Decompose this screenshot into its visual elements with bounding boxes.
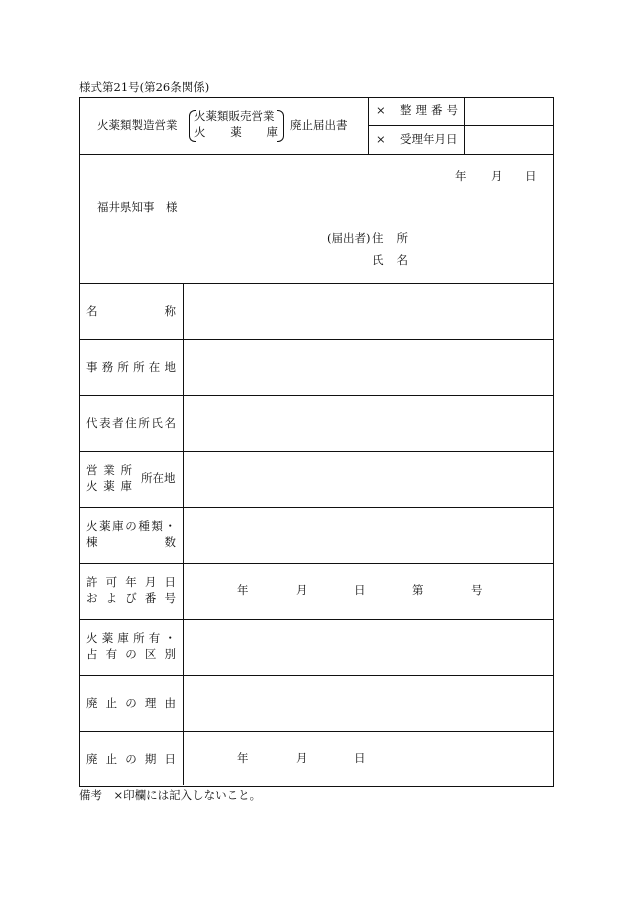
title-left: 火薬類製造営業 bbox=[97, 118, 178, 132]
permit-year: 年 bbox=[237, 583, 249, 597]
value-abolition-reason[interactable] bbox=[186, 678, 550, 729]
label-abolition-reason: 廃 止 の 理 由 bbox=[86, 696, 176, 710]
label-occupancy-distinction: 占 有 の 区 別 bbox=[86, 647, 176, 661]
form-caption: 様式第21号(第26条関係) bbox=[79, 80, 210, 94]
date-day: 日 bbox=[525, 169, 537, 183]
title-right: 廃止届出書 bbox=[290, 118, 348, 132]
label-magazine: 火 薬 庫 bbox=[86, 479, 132, 493]
row-line bbox=[79, 675, 553, 676]
title-option-sales: 火薬類販売営業 bbox=[194, 109, 275, 123]
label-permit-number: お よ び 番 号 bbox=[86, 591, 176, 605]
label-office-location: 事 務 所 所 在 地 bbox=[86, 360, 176, 374]
row-line bbox=[79, 507, 553, 508]
permit-day: 日 bbox=[354, 583, 366, 597]
label-ownership: 火 薬 庫 所 有 ・ bbox=[86, 631, 176, 645]
header-bottom-line bbox=[79, 154, 553, 155]
label-magazine-type: 火 薬 庫 の 種 類 ・ bbox=[86, 519, 176, 533]
date-month: 月 bbox=[491, 169, 503, 183]
row-line bbox=[79, 563, 553, 564]
value-representative[interactable] bbox=[186, 398, 550, 449]
abolition-day: 日 bbox=[354, 751, 366, 765]
applicant-prefix: (届出者) bbox=[327, 231, 371, 245]
label-column-divider bbox=[183, 283, 184, 785]
abolition-month: 月 bbox=[296, 751, 308, 765]
office-number-field[interactable] bbox=[466, 99, 550, 123]
label-permit-date: 許 可 年 月 日 bbox=[86, 575, 176, 589]
office-label-number: 整 理 番 号 bbox=[400, 103, 458, 117]
row-line bbox=[79, 451, 553, 452]
label-name: 名 称 bbox=[86, 304, 176, 318]
permit-month: 月 bbox=[296, 583, 308, 597]
label-location-suffix: 所在地 bbox=[141, 471, 176, 485]
date-year: 年 bbox=[455, 169, 467, 183]
permit-no-suffix: 号 bbox=[471, 583, 483, 597]
right-bracket bbox=[277, 110, 284, 142]
value-business-location[interactable] bbox=[186, 454, 550, 505]
office-date-field[interactable] bbox=[466, 127, 550, 152]
footnote: 備考 ×印欄には記入しないこと。 bbox=[79, 788, 262, 802]
value-ownership[interactable] bbox=[186, 622, 550, 673]
value-name[interactable] bbox=[186, 286, 550, 337]
office-use-row-line bbox=[368, 125, 553, 126]
office-mark-1: × bbox=[376, 103, 386, 117]
office-mark-2: × bbox=[376, 132, 386, 146]
addressee: 福井県知事 様 bbox=[97, 200, 178, 214]
value-magazine-type[interactable] bbox=[186, 510, 550, 561]
row-line bbox=[79, 395, 553, 396]
title-option-magazine: 火 薬 庫 bbox=[194, 125, 278, 139]
label-abolition-date: 廃 止 の 期 日 bbox=[86, 752, 176, 766]
row-line bbox=[79, 731, 553, 732]
table-top-line bbox=[79, 283, 553, 284]
office-label-date: 受理年月日 bbox=[400, 132, 458, 146]
label-business-office: 営 業 所 bbox=[86, 463, 132, 477]
label-representative: 代 表 者 住 所 氏 名 bbox=[86, 416, 176, 430]
abolition-year: 年 bbox=[237, 751, 249, 765]
address-label: 住 所 bbox=[372, 231, 408, 245]
value-office-location[interactable] bbox=[186, 342, 550, 393]
label-magazine-count: 棟 数 bbox=[86, 535, 176, 549]
permit-no-prefix: 第 bbox=[412, 583, 424, 597]
row-line bbox=[79, 339, 553, 340]
row-line bbox=[79, 619, 553, 620]
name-label: 氏 名 bbox=[372, 253, 408, 267]
